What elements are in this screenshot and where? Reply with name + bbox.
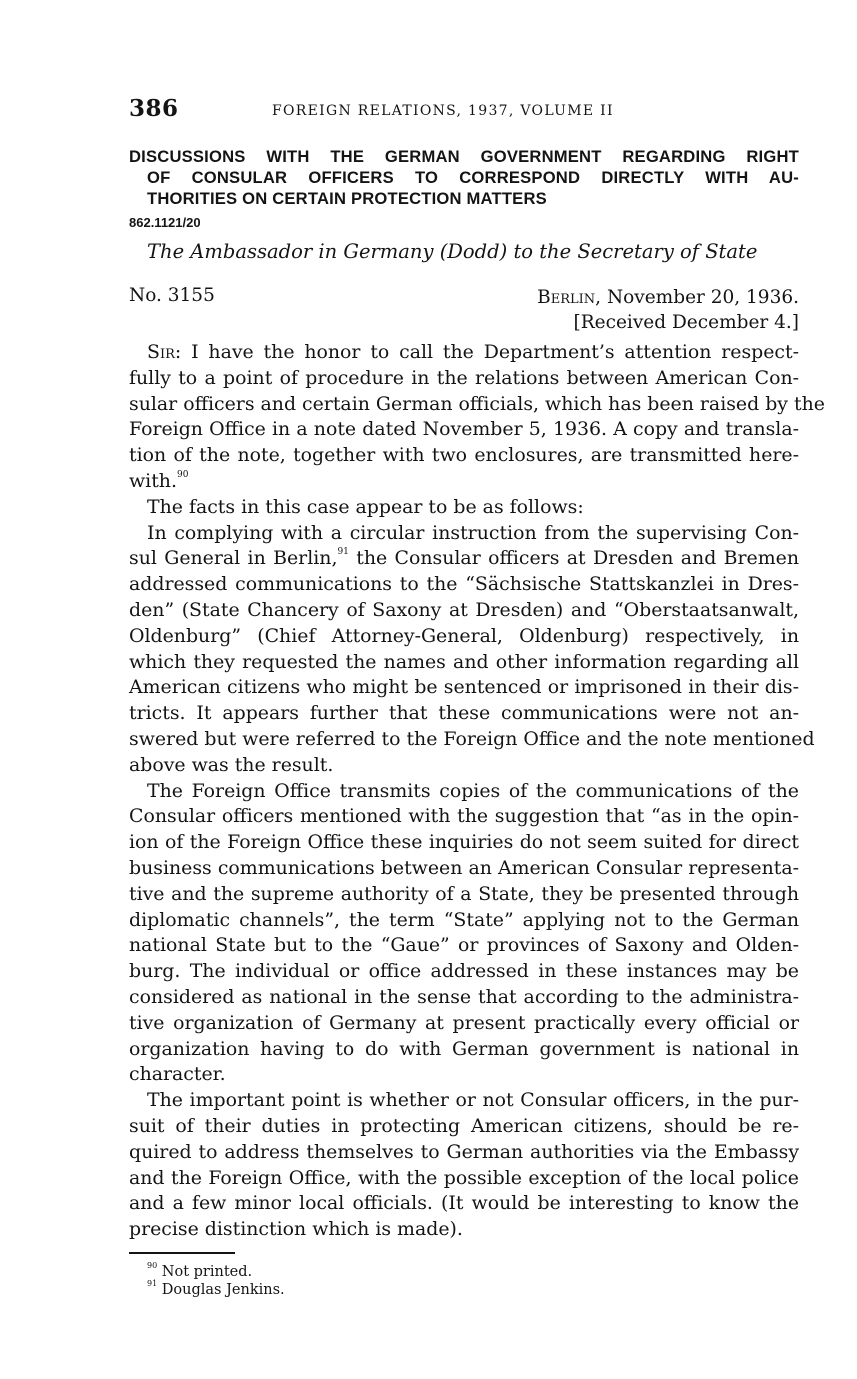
text-line: The important point is whether or not Consular officers, in the pur-: [147, 1089, 799, 1112]
text-line: swered but were referred to the Foreign Office and the note mentioned: [129, 727, 815, 750]
text-line: character.: [129, 1063, 226, 1086]
running-head: [129, 95, 799, 125]
section-heading-line: OF CONSULAR OFFICERS TO CORRESPOND DIRECTLY WITH AU-: [147, 168, 799, 187]
section-heading-line: DISCUSSIONS WITH THE GERMAN GOVERNMENT REGARDING RIGHT: [129, 147, 799, 166]
text-line: above was the result.: [129, 753, 334, 776]
text-line: tive organization of Germany at present practically every official or: [129, 1011, 799, 1034]
footnote: [147, 1263, 285, 1281]
dateline-place: Berlin,: [537, 287, 602, 308]
text-line: Foreign Office in a note dated November 5, 1936. A copy and transla-: [129, 418, 799, 441]
text-line: considered as national in the sense that according to the administra-: [129, 985, 799, 1008]
letter-body: [129, 340, 825, 1243]
text-line: Sir: I have the honor to call the Department’s attention respect-: [147, 341, 799, 363]
text-line: addressed communications to the “Sächsische Stattskanzlei in Dres-: [129, 573, 799, 596]
text-line: national State but to the “Gaue” or provinces of Saxony and Olden-: [129, 934, 799, 957]
paragraph: [129, 495, 799, 521]
text-line: den” (State Chancery of Saxony at Dresden) and “Oberstaatsanwalt,: [129, 598, 799, 621]
text-line: precise distinction which is made).: [129, 1218, 463, 1241]
text-line: burg. The individual or office addressed in these instances may be: [129, 960, 799, 983]
document-number: No. 3155: [129, 285, 215, 306]
text-line: American citizens who might be sentenced or imprisoned in their dis-: [129, 676, 799, 699]
text-line: business communications between an American Consular representa-: [129, 856, 799, 879]
text-line: diplomatic channels”, the term “State” applying not to the German: [129, 908, 799, 931]
paragraph: [129, 779, 799, 1089]
paragraph: [129, 1088, 799, 1243]
text-line: fully to a point of procedure in the relations between American Con-: [129, 366, 799, 389]
section-heading: [129, 146, 799, 209]
footnote: [147, 1281, 285, 1299]
text-line: and a few minor local officials. (It would be interesting to know the: [129, 1192, 799, 1215]
page-number: 386: [129, 95, 179, 122]
footnote-mark: 90: [147, 1261, 158, 1270]
text-line: organization having to do with German government is national in: [129, 1037, 799, 1060]
footnote-ref: 90: [176, 469, 189, 480]
text-line: suit of their duties in protecting American citizens, should be re-: [129, 1114, 799, 1137]
text-line: tive and the supreme authority of a State, they be presented through: [129, 882, 799, 905]
text-line: In complying with a circular instruction from the supervising Con-: [147, 521, 799, 544]
text-line: and the Foreign Office, with the possible exception of the local police: [129, 1166, 799, 1189]
received-date: [Received December 4.]: [573, 312, 799, 333]
text-line: ion of the Foreign Office these inquiries do not seem suited for direct: [129, 831, 799, 854]
text-line: The facts in this case appear to be as follows:: [147, 495, 584, 518]
document-heading: The Ambassador in Germany (Dodd) to the Secretary of State: [147, 240, 758, 263]
text-line: The Foreign Office transmits copies of the communications of the: [147, 779, 799, 802]
text-line: tricts. It appears further that these communications were not an-: [129, 702, 799, 725]
salutation: Sir:: [147, 341, 182, 363]
paragraph: [129, 340, 825, 495]
footnote-ref: 91: [337, 547, 349, 558]
text-line: with.$^{90}$: [129, 469, 189, 492]
paragraph: [129, 521, 815, 779]
running-title: FOREIGN RELATIONS, 1937, VOLUME II: [272, 103, 614, 119]
text-line: tion of the note, together with two enclosures, are transmitted here-: [129, 444, 799, 467]
footnote-text: Douglas Jenkins.: [161, 1282, 285, 1298]
text-line: sular officers and certain German officials, which has been raised by the: [129, 392, 825, 415]
dateline-date: November 20, 1936.: [606, 287, 799, 308]
text-line: Consular officers mentioned with the suggestion that “as in the opin-: [129, 805, 799, 828]
section-heading-line: THORITIES ON CERTAIN PROTECTION MATTERS: [147, 189, 547, 208]
file-number: 862.1121/20: [129, 215, 201, 230]
footnote-divider: [129, 1252, 235, 1254]
text-line: quired to address themselves to German authorities via the Embassy: [129, 1140, 799, 1163]
text-line: Oldenburg” (Chief Attorney-General, Oldenburg) respectively, in: [129, 624, 799, 647]
footnote-text: Not printed.: [161, 1264, 253, 1280]
footnotes: [147, 1263, 285, 1299]
text-line: which they requested the names and other information regarding all: [129, 650, 799, 673]
footnote-mark: 91: [147, 1279, 158, 1288]
text-line: sul General in Berlin,$^{91}$ the Consular officers at Dresden and Bremen: [129, 547, 799, 570]
dateline: [537, 285, 799, 311]
